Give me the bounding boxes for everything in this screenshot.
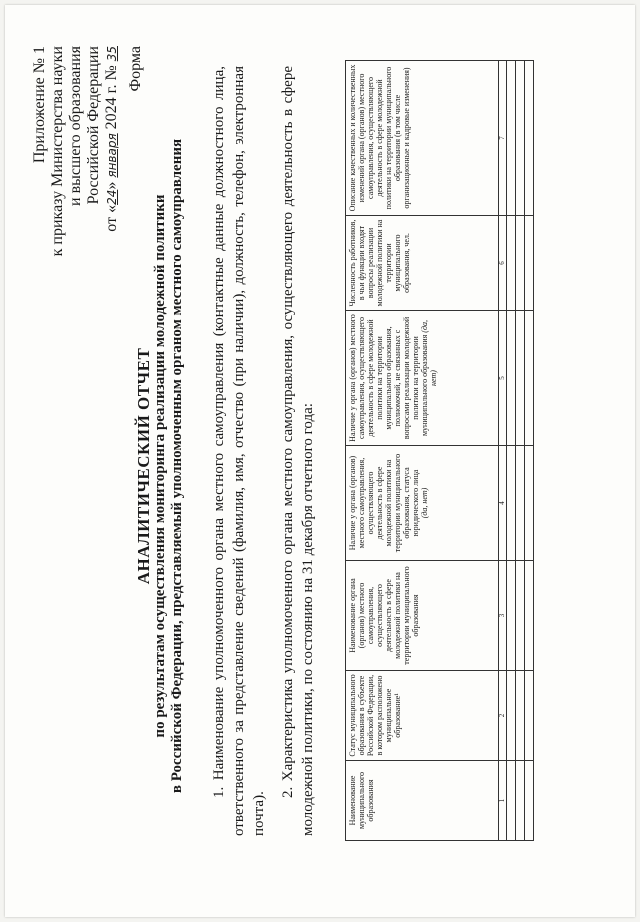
rotated-content — [15, 16, 635, 916]
appendix-order-ref: к приказу Министерства науки — [49, 46, 66, 257]
table-header-cell: Наименование органа (органов) местного самоуправления, осуществляющего деятельность в сфере молодежной политики на территории муниципального образования — [346, 561, 499, 671]
appendix-header — [31, 46, 121, 326]
table-row — [525, 61, 534, 841]
table-header-cell: Статус муниципального образования в субъекте Российской Федерации, в котором расположено муниципальное образование¹ — [346, 671, 499, 761]
report-title-line3: в Российской Федерации, представляемый уполномоченным органом местного самоуправления — [169, 138, 185, 794]
header-note: (да, нет) — [420, 320, 438, 386]
date-year: 2024 г. № — [103, 65, 120, 130]
table-header-cell: Наличие у органа (органов) местного самоуправления, осуществляющего деятельность в сфере молодежной политики на территории муниципального образования, статуса юридического лица (да, нет) — [346, 446, 499, 561]
characteristics-table — [345, 60, 534, 841]
column-number: 3 — [499, 561, 507, 671]
column-number: 5 — [499, 311, 507, 446]
report-title-main: АНАЛИТИЧЕСКИЙ ОТЧЕТ — [134, 347, 153, 585]
date-day: 24 — [105, 189, 119, 205]
paragraph-2: 2. Характеристика уполномоченного органа местного самоуправления, осуществляющего деятельность в сфере молодежной политики, по состоянию на 31 декабря отчетного года: — [280, 66, 316, 836]
table-row — [507, 61, 516, 841]
appendix-number: Приложение № 1 — [31, 46, 48, 164]
table-header-cell: Описание качественных и количественных изменений органа (органов) местного самоуправления, осуществляющего деятельность в сфере молодежной политики на территории муниципального образования (в том числе организационные и кадровые изменения) — [346, 61, 499, 216]
appendix-date-line — [103, 46, 121, 326]
order-number: 35 — [105, 46, 119, 62]
paragraph-1: 1. Наименование уполномоченного органа местного самоуправления (контактные данные должностного лица, ответственного за представление сведений (фамилия, имя, отчество (при наличии), должность, телефон, электронная почта). — [211, 66, 267, 836]
date-mid: » — [103, 181, 120, 190]
appendix-country-line: Российской Федерации — [85, 46, 102, 205]
table-header-cell: Наличие у органа (органов) местного самоуправления, осуществляющего деятельность в сфере молодежной политики на территории муниципального образования, полномочий, не связанных с вопросами реализации молодежной политики на территории муниципального образования (да, нет) — [346, 311, 499, 446]
appendix-ministry-line: и высшего образования — [67, 46, 84, 206]
table-row — [516, 61, 525, 841]
table-header-row — [346, 61, 499, 841]
report-title — [135, 16, 186, 916]
table-header-cell: Численность работников, в чьи функции входят вопросы реализации молодежной политики на территории муниципального образования, чел. — [346, 216, 499, 311]
report-title-line2: по результатам осуществления мониторинга реализации молодежной политики — [152, 194, 168, 738]
date-prefix: от « — [103, 204, 120, 232]
column-number: 7 — [499, 61, 507, 216]
column-number: 6 — [499, 216, 507, 311]
table-number-row — [499, 61, 507, 841]
table-header-cell: Наименование муниципального образования — [346, 761, 499, 841]
column-number: 2 — [499, 671, 507, 761]
date-month: января — [105, 133, 119, 178]
header-note: (да, нет) — [420, 487, 429, 519]
column-number: 1 — [499, 761, 507, 841]
column-number: 4 — [499, 446, 507, 561]
form-label: Форма — [127, 46, 144, 92]
document-page — [5, 5, 635, 917]
